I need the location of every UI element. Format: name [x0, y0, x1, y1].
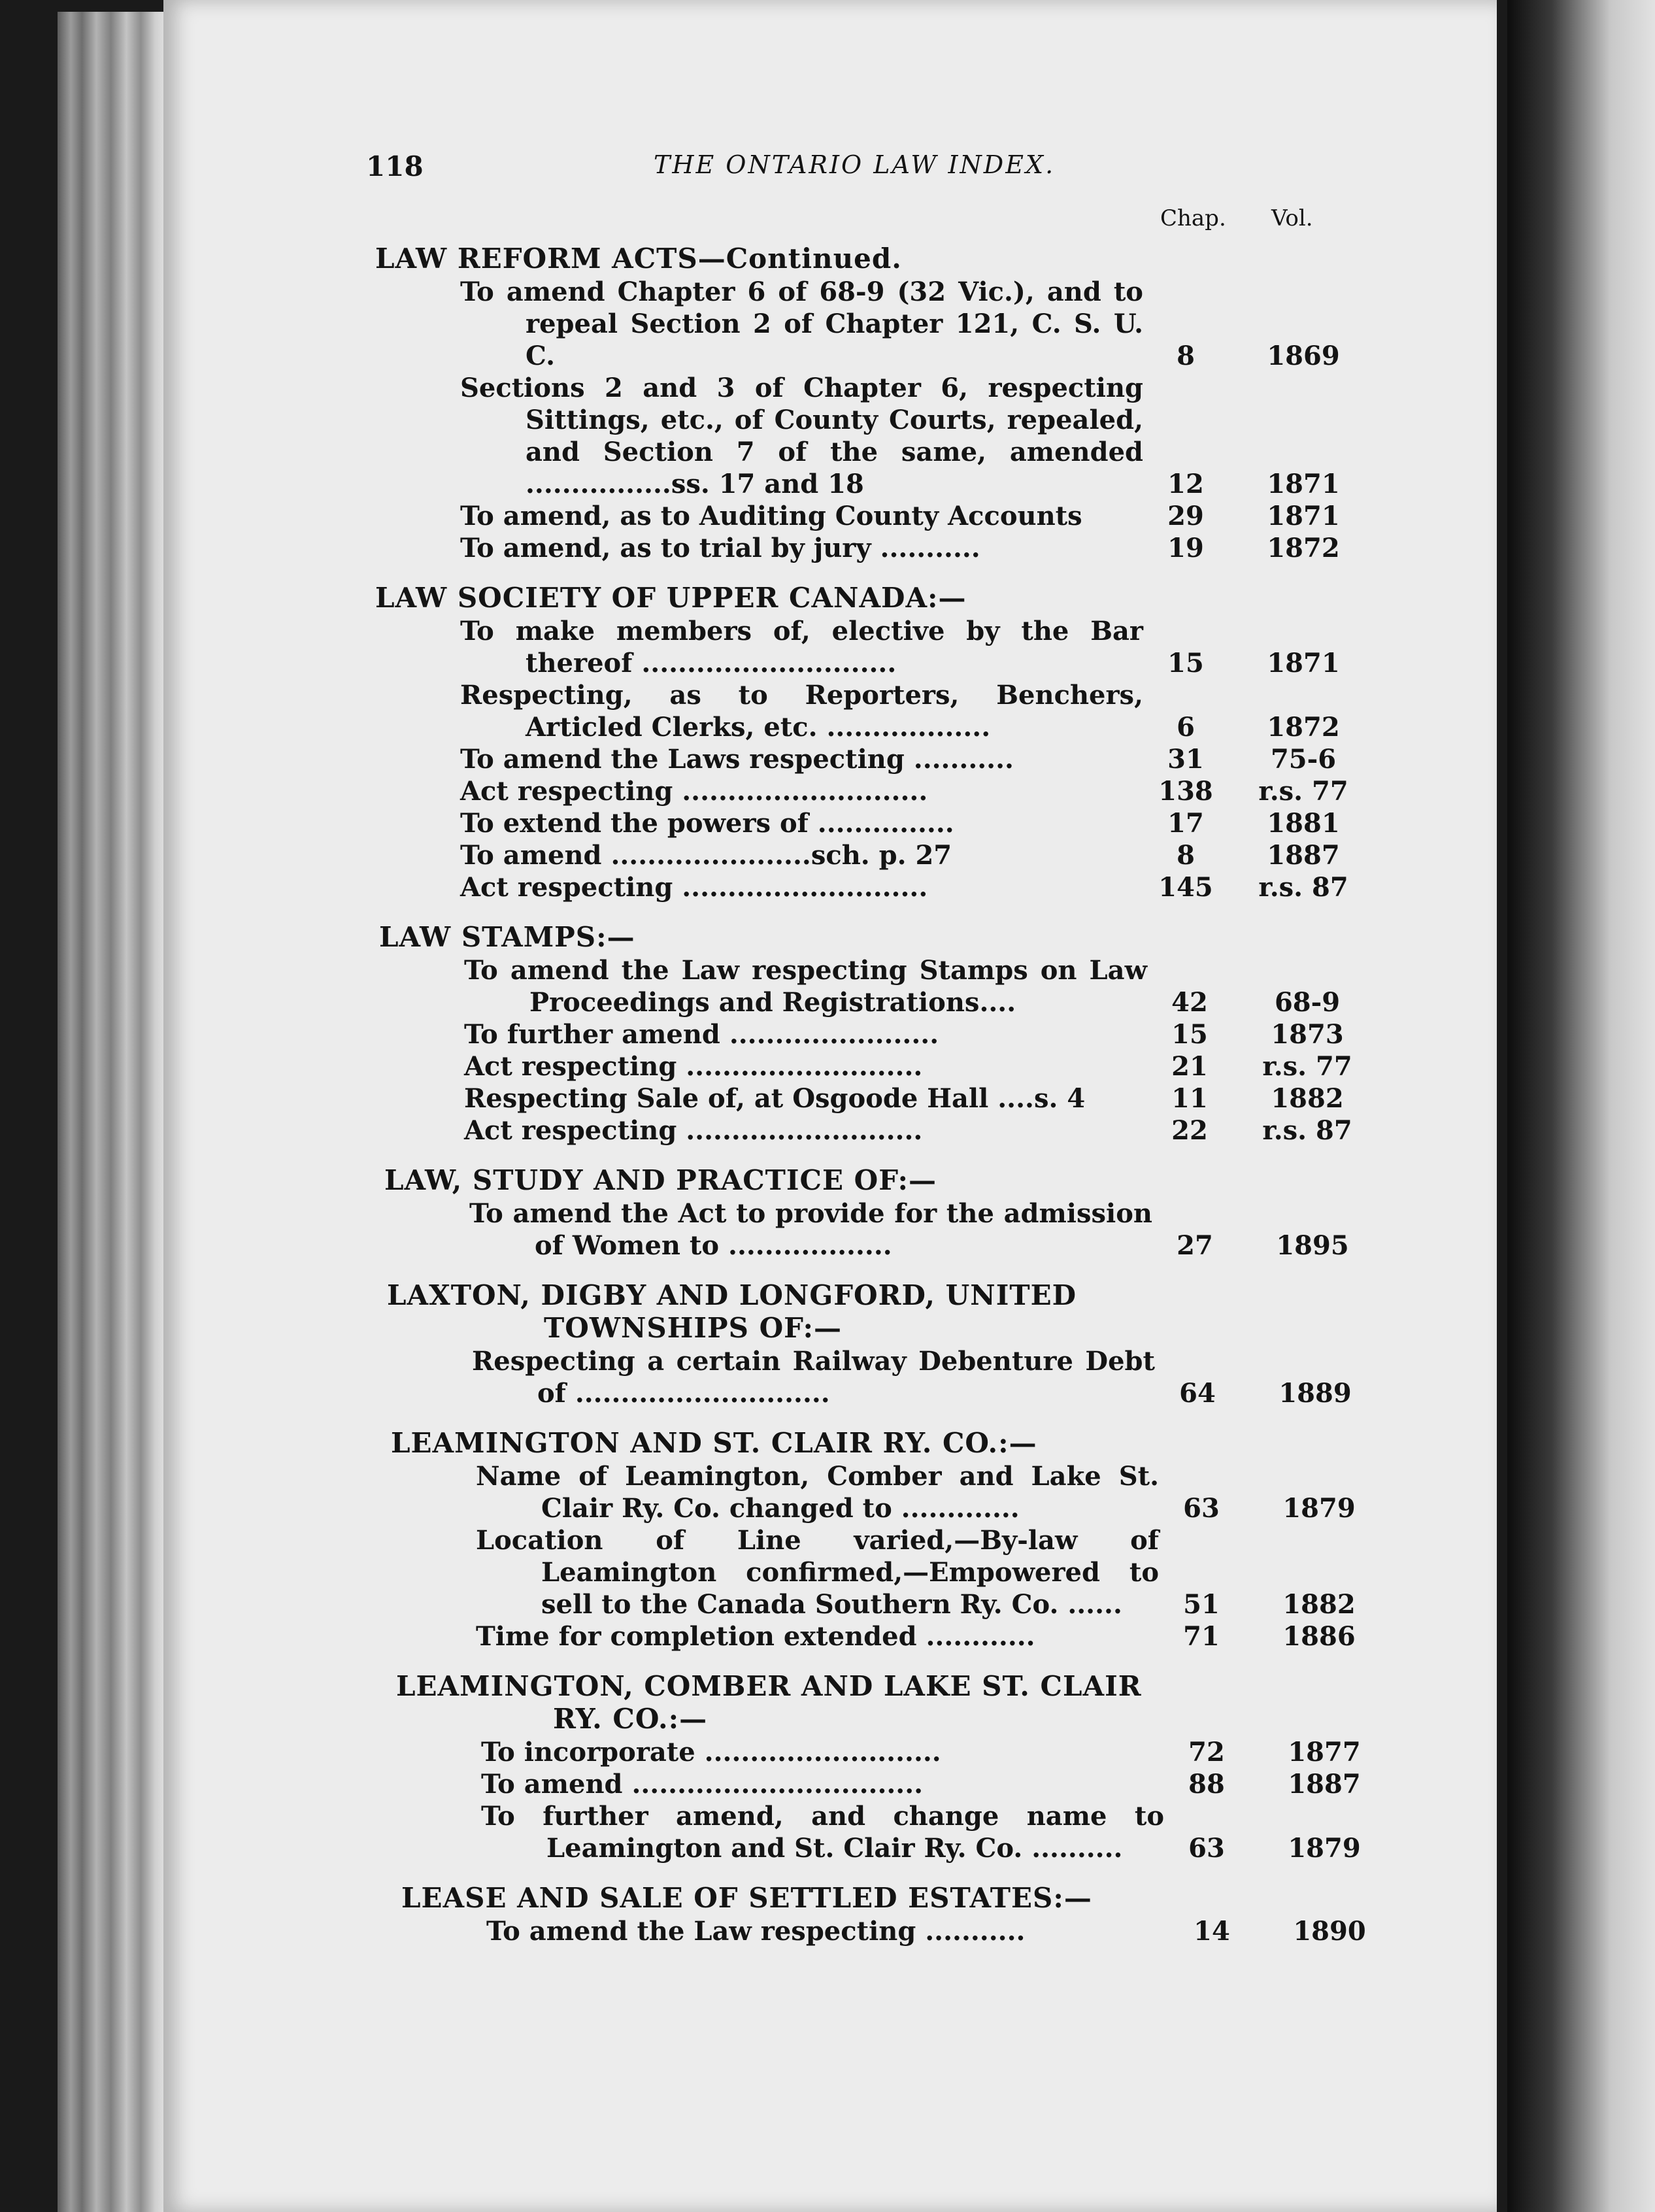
entry-vol: r.s. 77 [1258, 776, 1348, 807]
index-entry [369, 500, 1366, 532]
entry-vol: 1882 [1271, 1083, 1344, 1114]
index-entry [373, 954, 1366, 1018]
vol-column-header: Vol. [1271, 205, 1313, 231]
index-entry [369, 372, 1366, 500]
entry-vol: 1869 [1267, 341, 1340, 371]
index-entry [369, 615, 1366, 679]
entry-vol: 1872 [1267, 712, 1340, 743]
entry-chap: 29 [1167, 501, 1204, 531]
entry-text: Act respecting ........................... [460, 776, 928, 807]
entry-chap: 138 [1158, 776, 1213, 807]
entry-vol: r.s. 87 [1258, 872, 1348, 903]
index-entry [384, 1524, 1366, 1620]
index-entry [369, 871, 1366, 903]
entry-vol: 1872 [1267, 533, 1340, 563]
entry-vol: 1877 [1288, 1737, 1361, 1768]
entry-chap: 21 [1171, 1051, 1208, 1082]
section-heading: LAW STAMPS:— [379, 921, 635, 953]
entry-text: To further amend, and change name to Leamington and St. Clair Ry. Co. .......... [481, 1801, 1164, 1864]
entry-chap: 88 [1188, 1769, 1225, 1800]
index-entry [390, 1768, 1366, 1800]
index-entry [378, 1198, 1366, 1262]
entry-chap: 51 [1183, 1589, 1220, 1620]
facing-page-edge [1507, 0, 1655, 2212]
entry-chap: 71 [1183, 1621, 1220, 1652]
entry-chap: 19 [1167, 533, 1204, 563]
entry-vol: 1890 [1293, 1916, 1366, 1947]
index-entry [373, 1082, 1366, 1114]
entry-chap: 14 [1194, 1916, 1230, 1947]
page-edge-stack [58, 12, 169, 2212]
entry-chap: 8 [1177, 341, 1195, 371]
section-heading: LEASE AND SALE OF SETTLED ESTATES:— [401, 1882, 1092, 1914]
index-entry [390, 1736, 1366, 1768]
entry-chap: 15 [1171, 1019, 1208, 1050]
index-section [369, 243, 1366, 564]
entry-text: Respecting a certain Railway Debenture Debt of ............................ [472, 1346, 1155, 1409]
entry-text: To make members of, elective by the Bar thereof ............................ [460, 616, 1143, 679]
entry-chap: 63 [1188, 1833, 1225, 1864]
entry-chap: 6 [1177, 712, 1195, 743]
entry-chap: 27 [1177, 1230, 1213, 1261]
index-entry [369, 679, 1366, 743]
entry-chap: 22 [1171, 1115, 1208, 1146]
entry-text: To amend, as to Auditing County Accounts [460, 501, 1082, 531]
section-heading: LAW REFORM ACTS—Continued. [375, 243, 902, 275]
column-headers [366, 205, 1366, 243]
index-entry [384, 1460, 1366, 1524]
entry-text: Act respecting .......................... [464, 1115, 923, 1146]
section-heading-continuation: RY. CO.:— [553, 1703, 708, 1735]
entry-text: To amend the Law respecting ........... [486, 1916, 1026, 1947]
chap-column-header: Chap. [1160, 205, 1226, 231]
index-entry [373, 1018, 1366, 1050]
entry-text: Name of Leamington, Comber and Lake St. Clair Ry. Co. changed to ............. [476, 1461, 1159, 1524]
entry-vol: 1895 [1276, 1230, 1349, 1261]
entry-vol: 1879 [1288, 1833, 1361, 1864]
index-entry [369, 775, 1366, 807]
section-heading-continuation: TOWNSHIPS OF:— [544, 1312, 843, 1344]
entry-chap: 72 [1188, 1737, 1225, 1768]
section-heading: LAXTON, DIGBY AND LONGFORD, UNITED [387, 1279, 1077, 1311]
section-heading: LAW, STUDY AND PRACTICE OF:— [384, 1164, 937, 1196]
entry-chap: 8 [1177, 840, 1195, 871]
index-entry [369, 807, 1366, 839]
running-title: THE ONTARIO LAW INDEX. [654, 150, 1056, 179]
entry-vol: 68-9 [1274, 987, 1341, 1018]
entry-vol: r.s. 87 [1262, 1115, 1352, 1146]
index-entry [373, 1114, 1366, 1147]
entry-vol: 1887 [1288, 1769, 1361, 1800]
entry-chap: 145 [1158, 872, 1213, 903]
index-section [390, 1671, 1366, 1864]
page-number: 118 [366, 150, 424, 182]
entry-vol: 1873 [1271, 1019, 1344, 1050]
entry-text: Act respecting .......................... [464, 1051, 923, 1082]
entry-vol: 1871 [1267, 469, 1340, 499]
entry-vol: 1882 [1282, 1589, 1356, 1620]
entry-chap: 12 [1167, 469, 1204, 499]
index-entry [369, 839, 1366, 871]
entry-vol: 1881 [1267, 808, 1340, 839]
entry-text: Respecting, as to Reporters, Benchers, Articled Clerks, etc. .................. [460, 680, 1143, 743]
entry-vol: 1889 [1279, 1378, 1352, 1409]
index-section [373, 922, 1366, 1147]
index-section [369, 582, 1366, 903]
entry-text: To amend ................................ [481, 1769, 924, 1800]
index-entry [395, 1915, 1366, 1947]
entry-text: Sections 2 and 3 of Chapter 6, respecting Sittings, etc., of County Courts, repealed, and Section 7 of the same, amended ................ss. 17 and 18 [460, 373, 1143, 499]
index-section [378, 1165, 1366, 1262]
entry-text: To amend the Law respecting Stamps on Law Proceedings and Registrations.... [464, 955, 1147, 1018]
index-section [380, 1280, 1366, 1409]
entry-text: Location of Line varied,—By-law of Leamington confirmed,—Empowered to sell to the Canada Southern Ry. Co. ...... [476, 1525, 1159, 1620]
running-head [366, 150, 1366, 196]
index-entry [369, 743, 1366, 775]
entry-chap: 17 [1167, 808, 1204, 839]
entry-vol: 1887 [1267, 840, 1340, 871]
entry-text: To incorporate .......................... [481, 1737, 941, 1768]
entry-chap: 31 [1167, 744, 1204, 775]
entry-chap: 42 [1171, 987, 1208, 1018]
entry-text: Act respecting ........................... [460, 872, 928, 903]
entry-text: To amend the Act to provide for the admission of Women to .................. [469, 1198, 1152, 1261]
entry-vol: r.s. 77 [1262, 1051, 1352, 1082]
section-heading: LAW SOCIETY OF UPPER CANADA:— [375, 582, 967, 614]
entry-chap: 15 [1167, 648, 1204, 679]
entry-vol: 1879 [1282, 1493, 1356, 1524]
entry-text: To amend ......................sch. p. 27 [460, 840, 952, 871]
entry-text: To amend Chapter 6 of 68-9 (32 Vic.), and to repeal Section 2 of Chapter 121, C. S. U. C. [460, 276, 1143, 371]
entry-chap: 64 [1179, 1378, 1216, 1409]
index-entry [369, 532, 1366, 564]
entry-chap: 63 [1183, 1493, 1220, 1524]
entry-text: To amend, as to trial by jury ........... [460, 533, 980, 563]
index-entry [373, 1050, 1366, 1082]
entry-vol: 1886 [1282, 1621, 1356, 1652]
entry-text: To extend the powers of ............... [460, 808, 954, 839]
index-section [384, 1428, 1366, 1652]
index-entry [384, 1620, 1366, 1652]
entry-text: To amend the Laws respecting ........... [460, 744, 1014, 775]
index-entry [369, 276, 1366, 372]
entry-vol: 75-6 [1270, 744, 1337, 775]
index-entry [390, 1800, 1366, 1864]
section-heading: LEAMINGTON, COMBER AND LAKE ST. CLAIR [396, 1670, 1142, 1702]
index-section [395, 1883, 1366, 1947]
entry-vol: 1871 [1267, 501, 1340, 531]
entry-vol: 1871 [1267, 648, 1340, 679]
entry-text: To further amend ....................... [464, 1019, 939, 1050]
section-heading: LEAMINGTON AND ST. CLAIR RY. CO.:— [391, 1427, 1037, 1459]
entry-chap: 11 [1171, 1083, 1208, 1114]
entry-text: Time for completion extended ............ [476, 1621, 1035, 1652]
index-entry [380, 1345, 1366, 1409]
index-page-content [366, 150, 1366, 1966]
entry-text: Respecting Sale of, at Osgoode Hall ....s. 4 [464, 1083, 1086, 1114]
